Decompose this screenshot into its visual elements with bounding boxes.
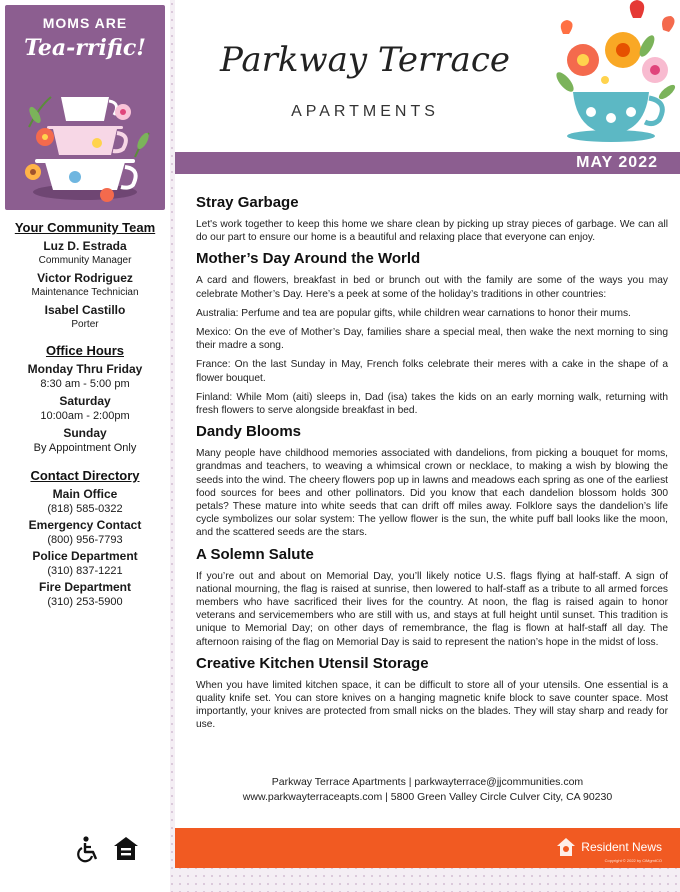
article-paragraph: Many people have childhood memories associated with dandelions, from picking a bouquet for moms, grandmas and teachers, to weaving a whimsical crown or necklace, to making a wish by blowing the seeds into the wind. The cheery flowers pop up in lawns and meadows each spring as one of the earliest food sources for bees and other pollinators. Did you know that each dandelion blossom holds 300 petals? These mature into white seeds that can drift off miles away. Folklore says the dandelion’s life cycle symbolizes our solar system: The yellow flower is the sun, the white puff ball looks like the moon, and the scattered seeds are the stars.	[196, 448, 668, 539]
flower-teacup-icon	[543, 0, 680, 150]
article-paragraph: If you’re out and about on Memorial Day, you’ll likely notice U.S. flags flying at half-staff. A sign of national mourning, the flag is raised at sunrise, then lowered to half-staff as a tribute to all armed forces members who have sacrificed their lives for the country. At noon, the flag is raised again to honor veterans and servicemembers who are still with us, and stays at full height until sunset. This tradition is unique to Memorial Day; on other days of remembrance, the flag is flown at half-staff all day. The afternoon raising of the flag on Memorial Day is said to represent the nation’s hope in the midst of loss.	[196, 570, 668, 648]
team-member	[0, 303, 170, 331]
team-member-name: Luz D. Estrada	[43, 239, 127, 253]
article-paragraph: When you have limited kitchen space, it can be difficult to store all of your utensils. One essential is a quality knife set. You can store knives on a hanging magnetic knife block to save counter space. Most importantly, your knives are protected from small nicks on the blades. They will stay sharp and ready for use.	[196, 679, 668, 731]
copyright-text: Copyright © 2022 by CiMgmtCO	[604, 858, 662, 863]
hours-day: Sunday	[63, 426, 107, 440]
sidebar	[0, 0, 170, 892]
team-member-role: Community Manager	[38, 255, 132, 266]
teacups-illustration-icon	[5, 67, 165, 210]
article-title: A Solemn Salute	[196, 545, 314, 563]
article-paragraph: A card and flowers, breakfast in bed or brunch out with the family are some of the ways you may celebrate Mother’s Day. Here’s a peek at some of the holiday’s traditions in other countries:	[196, 275, 668, 300]
issue-date: MAY 2022	[576, 154, 658, 171]
hours-time: 10:00am - 2:00pm	[40, 410, 130, 422]
brand-bar	[175, 828, 680, 868]
footer-address-line[interactable]: www.parkwayterraceapts.com | 5800 Green Valley Circle Culver City, CA 90230	[242, 790, 613, 803]
contact-label: Main Office	[52, 487, 118, 501]
team-member-role: Porter	[71, 319, 99, 330]
equal-housing-icon	[113, 835, 139, 863]
contact-directory-heading: Contact Directory	[30, 468, 140, 483]
office-hours-heading: Office Hours	[45, 343, 124, 358]
hours-day: Monday Thru Friday	[27, 362, 143, 376]
wheelchair-icon	[75, 835, 103, 863]
article-kitchen-storage	[196, 655, 668, 732]
hours-time: 8:30 am - 5:00 pm	[40, 378, 130, 390]
hours-time: By Appointment Only	[33, 442, 137, 454]
contact-label: Police Department	[32, 549, 138, 563]
article-dandy-blooms	[196, 423, 668, 539]
contact-phone[interactable]: (800) 956-7793	[47, 534, 123, 546]
contact-label: Fire Department	[38, 580, 132, 594]
footer-contact-line[interactable]: Parkway Terrace Apartments | parkwayterrace@jjcommunities.com	[271, 776, 584, 788]
newsletter-header	[175, 0, 680, 152]
article-paragraph: Australia: Perfume and tea are popular gifts, while children wear carnations to honor their mums.	[196, 307, 631, 319]
contact-phone[interactable]: (310) 253-5900	[47, 596, 123, 608]
house-flower-icon	[555, 836, 577, 858]
article-mothers-day	[196, 250, 668, 417]
article-paragraph: Let's work together to keep this home we share clean by picking up stray pieces of garbage. We can all do our part to ensure our home is a beautiful and relaxing place that everyone can enjoy.	[196, 219, 668, 244]
article-solemn-salute	[196, 546, 668, 649]
team-member	[0, 271, 170, 299]
issue-date-bar	[175, 152, 680, 174]
resident-news-logo	[555, 836, 662, 863]
article-title: Stray Garbage	[196, 194, 299, 211]
contact-label: Emergency Contact	[28, 518, 142, 532]
team-member-role: Maintenance Technician	[31, 287, 139, 298]
property-logo-name: Parkway Terrace	[220, 40, 510, 80]
article-paragraph: France: On the last Sunday in May, French folks celebrate their meres with a cake in the shape of a flower bouquet.	[196, 359, 668, 384]
hours-day: Saturday	[59, 394, 111, 408]
promo-line-1: MOMS ARE	[42, 15, 128, 31]
resident-news-text: Resident News	[581, 840, 662, 854]
article-paragraph: Mexico: On the eve of Mother’s Day, families share a special meal, then wake the next morning to sing their madre a song.	[196, 327, 668, 352]
community-team-heading: Your Community Team	[14, 220, 156, 235]
property-logo-subtitle: APARTMENTS	[291, 103, 439, 120]
team-member-name: Isabel Castillo	[44, 303, 126, 317]
contact-phone[interactable]: (818) 585-0322	[47, 503, 123, 515]
article-title: Dandy Blooms	[196, 423, 302, 441]
article-title: Creative Kitchen Utensil Storage	[196, 654, 429, 672]
article-title: Mother’s Day Around the World	[196, 250, 421, 268]
team-member	[0, 239, 170, 267]
promo-line-2: Tea-rrific!	[24, 35, 146, 61]
newsletter-footer	[175, 775, 680, 804]
newsletter-content	[175, 174, 680, 828]
team-member-name: Victor Rodriguez	[37, 271, 133, 285]
accessibility-icons	[75, 835, 139, 863]
mothers-day-promo	[5, 5, 165, 210]
contact-phone[interactable]: (310) 837-1221	[47, 565, 123, 577]
community-info	[0, 220, 170, 611]
article-stray-garbage	[196, 194, 668, 244]
article-paragraph: Finland: While Mom (aiti) sleeps in, Dad (isa) takes the kids on an early morning walk, returning with fresh flowers to serve alongside breakfast in bed.	[196, 391, 668, 417]
